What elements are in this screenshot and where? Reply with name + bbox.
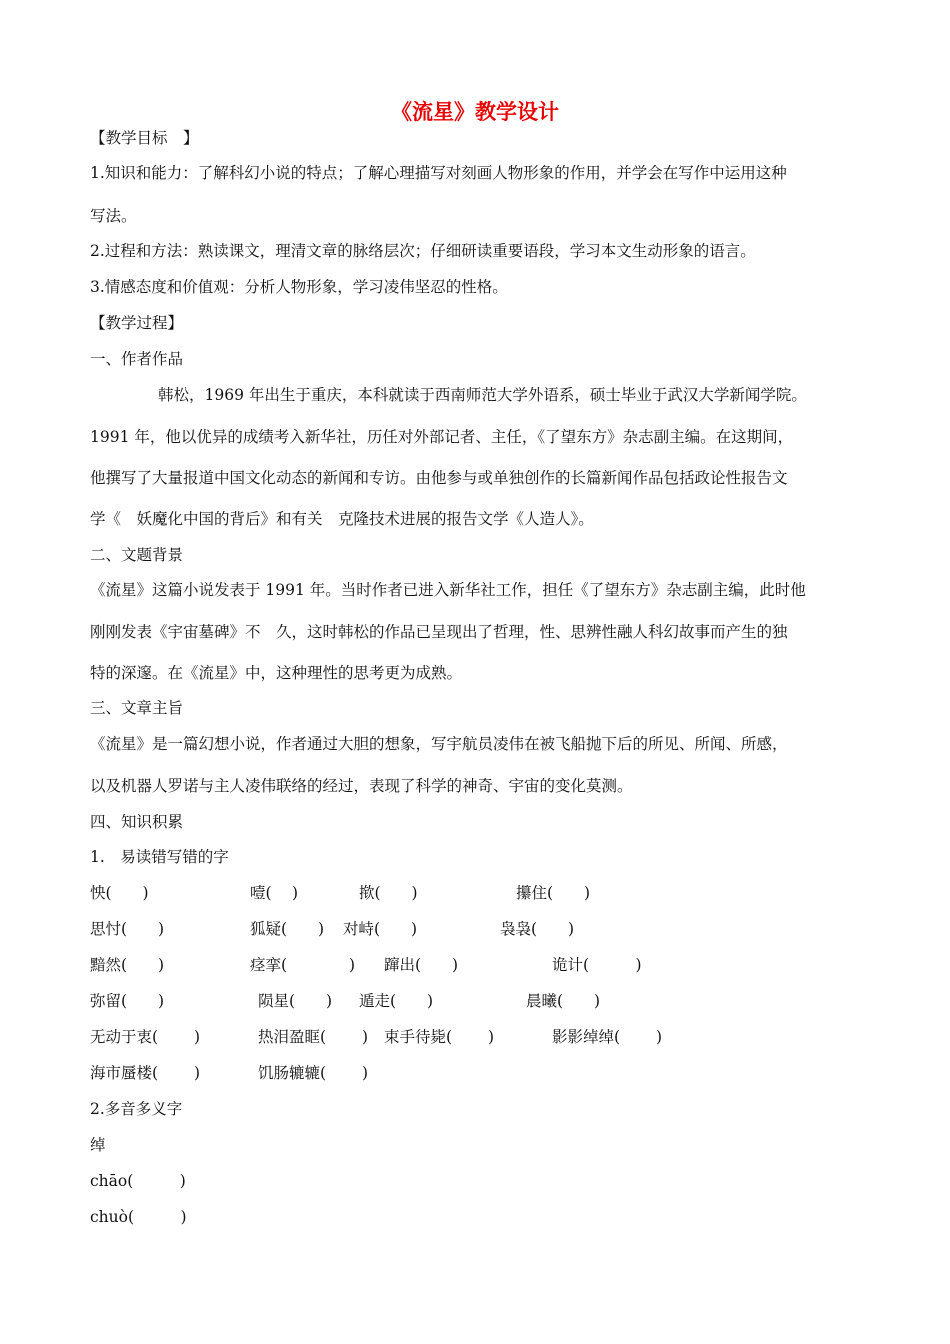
goal-1-line-1: 1.知识和能力：了解科幻小说的特点；了解心理描写对刻画人物形象的作用，并学会在写作中运用这种: [90, 164, 787, 182]
author-paragraph-line-1: 韩松，1969 年出生于重庆，本科就读于西南师范大学外语系，硕士毕业于武汉大学新闻学院。: [158, 386, 807, 404]
word-item: 噎( ): [250, 884, 299, 902]
page-title: 《流星》教学设计: [391, 100, 559, 124]
section-2-heading: 二、文题背景: [90, 546, 184, 564]
word-item: 对峙( ): [343, 920, 418, 938]
goals-header: 【教学目标 】: [90, 129, 199, 147]
background-line-2: 刚刚发表《宇宙墓碑》不 久，这时韩松的作品已呈现出了哲理，性、思辨性融人科幻故事而产生的独: [90, 623, 788, 641]
subsection-1-heading: 1. 易读错写错的字: [90, 848, 229, 866]
word-item: 影影绰绰( ): [552, 1028, 663, 1046]
background-line-3: 特的深邃。在《流星》中，这种理性的思考更为成熟。: [90, 664, 463, 682]
polyphone-reading-2: chuò( ): [90, 1208, 187, 1226]
theme-line-1: 《流星》是一篇幻想小说，作者通过大胆的想象，写宇航员凌伟在被飞船抛下后的所见、所闻、所感，: [90, 735, 788, 753]
word-item: 怏( ): [90, 884, 149, 902]
author-paragraph-line-4: 学《 妖魔化中国的背后》和有关 克隆技术进展的报告文学《人造人》。: [90, 510, 594, 528]
goal-1-line-2: 写法。: [90, 207, 137, 225]
word-item: 海市蜃楼( ): [90, 1064, 201, 1082]
process-header: 【教学过程】: [90, 314, 184, 332]
goal-2: 2.过程和方法：熟读课文，理清文章的脉络层次；仔细研读重要语段，学习本文生动形象的语言。: [90, 242, 756, 260]
word-item: 蹿出( ): [384, 956, 459, 974]
polyphone-reading-1: chāo( ): [90, 1172, 186, 1190]
author-paragraph-line-2: 1991 年，他以优异的成绩考入新华社，历任对外部记者、主任，《了望东方》杂志副主编。在这期间，: [90, 428, 794, 446]
author-paragraph-line-3: 他撰写了大量报道中国文化动态的新闻和专访。由他参与或单独创作的长篇新闻作品包括政论性报告文: [90, 469, 788, 487]
section-3-heading: 三、文章主旨: [90, 699, 184, 717]
word-item: 热泪盈眶( ): [258, 1028, 369, 1046]
word-item: 黯然( ): [90, 956, 165, 974]
word-item: 遁走( ): [359, 992, 434, 1010]
word-item: 诡计( ): [552, 956, 642, 974]
word-item: 袅袅( ): [500, 920, 575, 938]
word-item: 弥留( ): [90, 992, 165, 1010]
word-item: 饥肠辘辘( ): [258, 1064, 369, 1082]
word-item: 思忖( ): [90, 920, 165, 938]
polyphone-character: 绰: [90, 1136, 106, 1154]
background-line-1: 《流星》这篇小说发表于 1991 年。当时作者已进入新华社工作，担任《了望东方》杂志副主编，此时他: [90, 581, 806, 599]
section-1-heading: 一、作者作品: [90, 350, 184, 368]
word-item: 揿( ): [359, 884, 418, 902]
word-item: 痉挛( ): [250, 956, 356, 974]
section-4-heading: 四、知识积累: [90, 813, 184, 831]
word-item: 无动于衷( ): [90, 1028, 201, 1046]
theme-line-2: 以及机器人罗诺与主人凌伟联络的经过，表现了科学的神奇、宇宙的变化莫测。: [90, 777, 633, 795]
word-item: 陨星( ): [258, 992, 333, 1010]
goal-3: 3.情感态度和价值观：分析人物形象，学习凌伟坚忍的性格。: [90, 278, 508, 296]
word-item: 攥住( ): [516, 884, 591, 902]
word-item: 束手待毙( ): [384, 1028, 495, 1046]
word-item: 狐疑( ): [250, 920, 325, 938]
subsection-2-heading: 2.多音多义字: [90, 1100, 183, 1118]
word-item: 晨曦( ): [526, 992, 601, 1010]
